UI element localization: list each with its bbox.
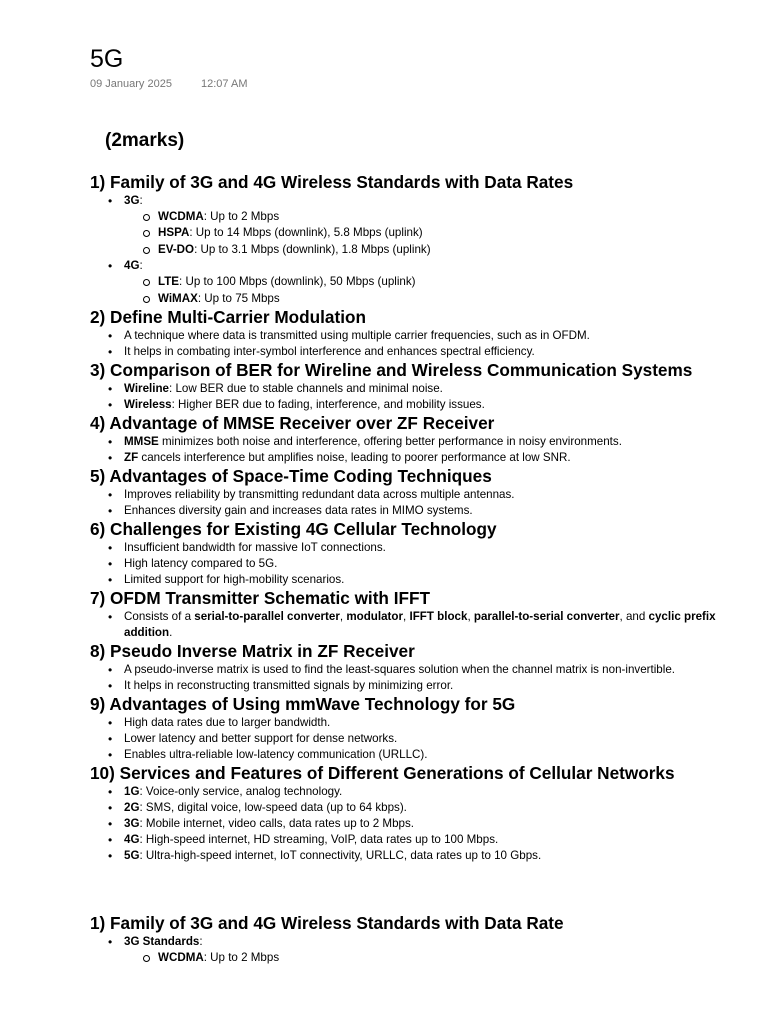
page-meta xyxy=(90,77,248,91)
notes-content-continued xyxy=(90,913,750,966)
item-lead-term: 3G Standards xyxy=(124,935,200,948)
page-subtitle: (2marks) xyxy=(105,130,185,151)
list-item xyxy=(90,800,750,816)
note-section xyxy=(90,913,750,966)
section-heading: 5) Advantages of Space-Time Coding Techniques xyxy=(90,466,492,487)
notes-content xyxy=(90,172,750,864)
sub-list-item xyxy=(124,209,750,225)
item-text: . xyxy=(169,626,173,640)
item-bold-text: IFFT block xyxy=(409,610,468,624)
page-title: 5G xyxy=(90,45,124,73)
list-item xyxy=(90,934,750,966)
list-item xyxy=(90,662,750,678)
section-heading: 9) Advantages of Using mmWave Technology for 5G xyxy=(90,694,516,715)
section-heading: 6) Challenges for Existing 4G Cellular Technology xyxy=(90,519,497,540)
item-text: , and xyxy=(619,610,649,624)
note-section xyxy=(90,763,750,864)
item-text: : Mobile internet, video calls, data rates up to 2 Mbps. xyxy=(139,817,414,831)
bullet-list xyxy=(90,715,750,763)
item-text: : Low BER due to stable channels and minimal noise. xyxy=(169,382,443,396)
section-heading: 4) Advantage of MMSE Receiver over ZF Receiver xyxy=(90,413,495,434)
item-lead-term: 3G xyxy=(124,194,140,207)
note-section xyxy=(90,694,750,763)
item-lead-term: 4G xyxy=(124,259,140,273)
bullet-list xyxy=(90,381,750,413)
sub-list-item xyxy=(124,225,750,241)
item-text: It helps in combating inter-symbol interference and enhances spectral efficiency. xyxy=(124,345,535,359)
note-section xyxy=(90,588,750,641)
list-item xyxy=(90,816,750,832)
item-text: : Up to 75 Mbps xyxy=(197,291,280,305)
sub-bullet-list xyxy=(124,274,750,307)
item-text: Limited support for high-mobility scenarios. xyxy=(124,573,345,587)
item-bold-text: cyclic prefix addition xyxy=(124,610,716,640)
list-item xyxy=(90,344,750,360)
bullet-list xyxy=(90,609,750,641)
item-text: : Higher BER due to fading, interference, and mobility issues. xyxy=(171,398,485,412)
item-lead-term: WiMAX xyxy=(158,291,198,305)
item-text: It helps in reconstructing transmitted signals by minimizing error. xyxy=(124,679,454,693)
item-lead-term: Wireline xyxy=(124,382,169,396)
item-text: , xyxy=(403,610,410,624)
sub-list-item xyxy=(124,291,750,307)
item-text: Improves reliability by transmitting redundant data across multiple antennas. xyxy=(124,488,515,502)
sub-list-item xyxy=(124,242,750,258)
section-heading: 8) Pseudo Inverse Matrix in ZF Receiver xyxy=(90,641,415,662)
list-item xyxy=(90,784,750,800)
list-item xyxy=(90,678,750,694)
item-bold-text: serial-to-parallel converter xyxy=(194,610,340,624)
bullet-list xyxy=(90,193,750,307)
list-item xyxy=(90,609,750,641)
list-item xyxy=(90,503,750,519)
page-date: 09 January 2025 xyxy=(90,78,172,90)
sub-bullet-list xyxy=(124,209,750,258)
note-section xyxy=(90,172,750,307)
item-lead-term: 1G xyxy=(124,785,140,799)
list-item xyxy=(90,381,750,397)
item-text: : Up to 100 Mbps (downlink), 50 Mbps (uplink) xyxy=(179,275,416,289)
item-text: , xyxy=(339,610,347,624)
item-text: High latency compared to 5G. xyxy=(124,557,278,571)
list-item xyxy=(90,572,750,588)
bullet-list xyxy=(90,662,750,694)
item-text: : Up to 2 Mbps xyxy=(203,951,280,964)
bullet-list xyxy=(90,487,750,519)
section-heading: 2) Define Multi-Carrier Modulation xyxy=(90,307,366,328)
list-item xyxy=(90,715,750,731)
bullet-list xyxy=(90,434,750,466)
item-lead-term: WCDMA xyxy=(158,210,204,223)
list-item xyxy=(90,540,750,556)
list-item xyxy=(90,832,750,848)
item-lead-term: 2G xyxy=(124,801,140,815)
item-lead-term: 5G xyxy=(124,849,140,863)
item-lead-term: MMSE xyxy=(124,435,159,449)
item-lead-term: ZF xyxy=(124,451,139,465)
note-section xyxy=(90,307,750,360)
item-text: : SMS, digital voice, low-speed data (up to 64 kbps). xyxy=(139,801,407,815)
section-heading: 1) Family of 3G and 4G Wireless Standards with Data Rate xyxy=(90,913,564,933)
sub-list-item xyxy=(124,274,750,290)
list-item xyxy=(90,397,750,413)
item-text: : Ultra-high-speed internet, IoT connectivity, URLLC, data rates up to 10 Gbps. xyxy=(139,849,542,863)
item-text: Insufficient bandwidth for massive IoT connections. xyxy=(124,541,386,555)
item-text: Enhances diversity gain and increases data rates in MIMO systems. xyxy=(124,504,473,518)
item-text: minimizes both noise and interference, offering better performance in noisy environments. xyxy=(158,435,622,449)
item-text: cancels interference but amplifies noise, leading to poorer performance at low SNR. xyxy=(138,451,571,465)
list-item xyxy=(90,193,750,258)
note-section xyxy=(90,641,750,694)
list-item xyxy=(90,450,750,466)
item-text: A pseudo-inverse matrix is used to find the least-squares solution when the channel matrix is non-invertible. xyxy=(124,663,675,677)
item-text: Enables ultra-reliable low-latency communication (URLLC). xyxy=(124,748,428,762)
item-lead-term: 4G xyxy=(124,833,140,847)
list-item xyxy=(90,434,750,450)
item-text: : Up to 2 Mbps xyxy=(203,210,280,223)
item-text: : xyxy=(139,259,143,273)
item-bold-text: modulator xyxy=(346,610,404,624)
bullet-list xyxy=(90,934,750,966)
item-lead-term: WCDMA xyxy=(158,951,204,964)
item-lead-term: 3G xyxy=(124,817,140,831)
item-text: A technique where data is transmitted using multiple carrier frequencies, such as in OFDM. xyxy=(124,329,590,343)
item-lead-term: EV-DO xyxy=(158,242,195,256)
item-text: : Up to 14 Mbps (downlink), 5.8 Mbps (uplink) xyxy=(189,226,423,240)
list-item xyxy=(90,747,750,763)
item-lead-term: Wireless xyxy=(124,398,172,412)
list-item xyxy=(90,731,750,747)
item-text: Consists of a xyxy=(124,610,195,624)
sub-list-item xyxy=(124,950,750,966)
list-item xyxy=(90,848,750,864)
note-section xyxy=(90,519,750,588)
sub-bullet-list xyxy=(124,950,750,966)
section-heading: 3) Comparison of BER for Wireline and Wireless Communication Systems xyxy=(90,360,693,381)
note-section xyxy=(90,413,750,466)
section-heading: 7) OFDM Transmitter Schematic with IFFT xyxy=(90,588,430,609)
bullet-list xyxy=(90,328,750,360)
item-text: Lower latency and better support for dense networks. xyxy=(124,732,398,746)
item-text: : xyxy=(139,194,143,207)
note-section xyxy=(90,360,750,413)
item-text: : Up to 3.1 Mbps (downlink), 1.8 Mbps (uplink) xyxy=(194,242,431,256)
item-text: : High-speed internet, HD streaming, VoIP, data rates up to 100 Mbps. xyxy=(139,833,499,847)
note-section xyxy=(90,466,750,519)
list-item xyxy=(90,258,750,307)
section-heading: 1) Family of 3G and 4G Wireless Standards with Data Rates xyxy=(90,172,574,192)
item-lead-term: LTE xyxy=(158,275,180,289)
list-item xyxy=(90,556,750,572)
page-time: 12:07 AM xyxy=(201,78,248,90)
item-text: , xyxy=(467,610,474,624)
bullet-list xyxy=(90,540,750,588)
item-text: : xyxy=(199,935,203,948)
section-heading: 10) Services and Features of Different Generations of Cellular Networks xyxy=(90,763,675,784)
item-text: : Voice-only service, analog technology. xyxy=(139,785,343,799)
item-bold-text: parallel-to-serial converter xyxy=(473,610,620,624)
item-text: High data rates due to larger bandwidth. xyxy=(124,716,331,730)
list-item xyxy=(90,328,750,344)
list-item xyxy=(90,487,750,503)
item-lead-term: HSPA xyxy=(158,226,190,240)
bullet-list xyxy=(90,784,750,864)
